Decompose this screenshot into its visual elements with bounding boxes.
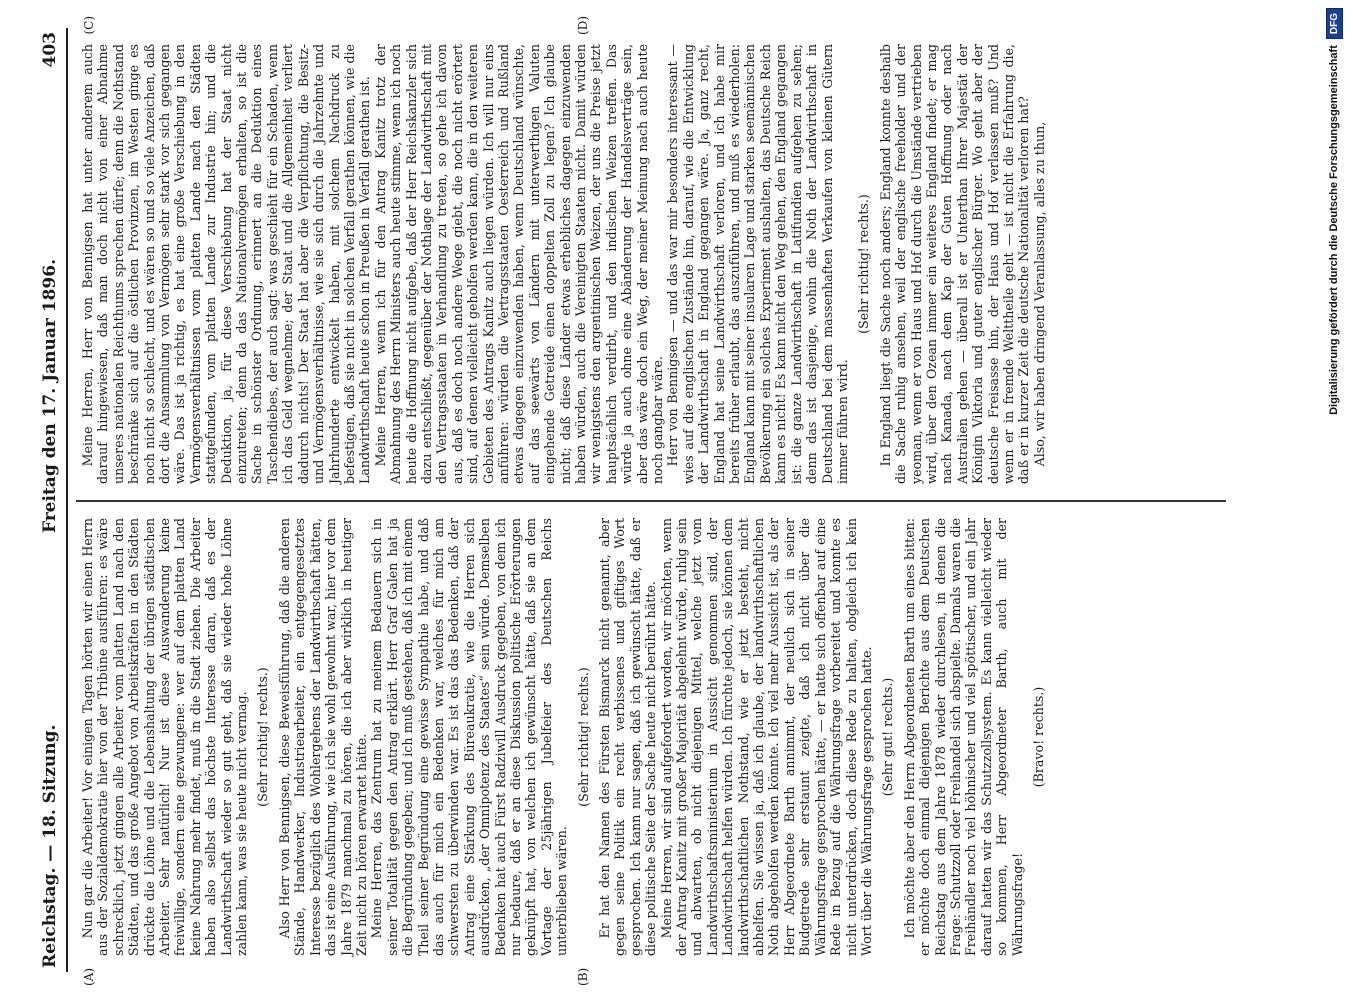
interjection: (Sehr gut! rechts.) — [880, 677, 896, 797]
paragraph: Meine Herren, wenn ich für den Antrag Kanitz trotz der Abmahnung des Herrn Ministers auch heute stimme, wenn ich noch heute die Hoffnung nicht aufgebe, daß der Herr Reichskanzler sich dazu entschließt, gegenüber der Nothlage der Landwirthschaft mit den Vertragsstaaten in Verhandlung zu treten, so gehe ich davon aus, daß es doch noch andere Wege giebt, die noch nicht erörtert sind, auf denen vielleicht geholfen werden kann, die in den weiteren Gebieten des Antrags Kanitz auch liegen würden. Ich will nur eins anführen: würden die Vertragsstaaten Oesterreich und Rußland etwas dagegen einzuwenden haben, wenn Deutschland wünschte, auf das seewärts von Ländern mit unterwerthigen Valuten eingehende Getreide einen doppelten Zoll zu legen? Ich glaube nicht; daß diese Länder etwas erhebliches dagegen einzuwenden haben würden, auch die Vereinigten Staaten nicht. Damit würden wir wenigstens den argentinischen Weizen, der uns die Preise jetzt hauptsächlich verdirbt, und den indischen Weizen treffen. Das würde ja auch ohne eine Abänderung der Handelsverträge sein, aber das wäre doch ein Weg, der meiner Meinung nach auch heute noch gangbar wäre. — [372, 44, 666, 484]
session-date: Freitag den 17. Januar 1896. — [40, 258, 60, 534]
margin-marker-c: (C) — [82, 16, 96, 35]
paragraph: Herr von Bennigsen — und das war mir besonders interessant — wies auf die englischen Zustände hin, darauf, wie die Entwicklung der Landwirthschaft in England gegangen wäre. Ja, ganz recht, England hat seine Landwirthschaft verloren, und ich habe mir bereits früher erlaubt, das auszuführen, und muß es wiederholen: England kann mit seiner insularen Lage und starken seemännischen Bevölkerung ein solches Experiment aushalten, das Deutsche Reich kann es nicht! Es kann nicht den Weg gehen, den England gegangen ist: die ganze Landwirthschaft in Latifundien aufgehen zu sehen; denn das ist dasjenige, wohin die Noth der Landwirthschaft in Deutschland bei dem massenhaften Verkaufen von kleinen Gütern immer führen wird. — [665, 44, 850, 484]
right-column — [76, 16, 1226, 500]
paragraph: Also, wir haben dringend Veranlassung, alles zu thun, — [1031, 121, 1047, 467]
digitization-note — [1319, 8, 1349, 992]
paragraph: In England liegt die Sache noch anders; England konnte deshalb die Sache ruhig ansehen, weil der englische freeholder und der yeoman, wenn er von Haus und Hof durch die Umstände vertrieben wird, über den Ozean immer ein weiteres England findet; er mag nach Kanada, nach dem Kap der Guten Hoffnung oder nach Australien gehen — überall ist er Unterthan Ihrer Majestät der Königin Viktoria und guter englischer Bürger. Wo geht aber der deutsche Freisasse hin, der Haus und Hof verlassen muß? Und wenn er in fremde Welttheile geht — ist nicht die Erfahrung die, daß er in kurzer Zeit die deutsche Nationalität verloren hat? — [877, 44, 1032, 484]
paragraph: Meine Herren, das Zentrum hat zu meinem Bedauern sich in seiner Totalität gegen den Antrag erklärt. Herr Graf Galen hat ja die Begründung gegeben; und ich muß gestehen, daß ich mit einem Theil seiner Begründung eine gewisse Sympathie habe, und daß das auch für mich ein Bedenken war, welches für mich am schwersten zu überwinden war. Es ist das das Bedenken, daß der Antrag eine Stärkung des Büreaukratie, wie die Herren sich ausdrücken, „der Omnipotenz des Staates“ sein würde. Demselben Bedenken hat auch Fürst Radziwill Ausdruck gegeben, von dem ich nur bedaure, daß er an diese Diskussion politische Erörterungen geknüpft hat, von welchen ich gewünscht hätte, daß sie an dem Vortage der 25jährigen Jubelfeier des Deutschen Reichs unterblieben wären. — [369, 518, 570, 956]
margin-marker-b: (B) — [576, 967, 590, 986]
document-page — [30, 0, 1290, 1000]
text-columns — [76, 16, 1226, 986]
margin-marker-a: (A) — [82, 967, 96, 986]
interjection: (Bravo! rechts.) — [1030, 686, 1046, 788]
paragraph: Nun gar die Arbeiter! Vor einigen Tagen hörten wir einen Herrn aus der Sozialdemokratie hier von der Tribüne ausführen: es wäre schrecklich, jetzt gingen alle Arbeiter vom platten Land nach den Städten, und das große Angebot von Arbeitskräften in den Städten drückte die Löhne und die Lebenshaltung der übrigen städtischen Arbeiter. Sehr natürlich! Nur ist diese Auswanderung keine freiwillige, sondern eine gezwungene: wer auf dem platten Land keine Nahrung mehr findet, muß in die Stadt ziehen. Die Arbeiter haben also selbst das höchste Interesse daran, daß es der Landwirthschaft wieder so gut geht, daß sie wieder hohe Löhne zahlen kann, was sie heute nicht vermag. — [80, 518, 250, 956]
paragraph: Er hat den Namen des Fürsten Bismarck nicht genannt, aber gegen seine Politik ein recht verbissenes und giftiges Wort gesprochen. Ich kann nur sagen, daß ich gewünscht hätte, daß er diese politische Seite der Sache heute nicht berührt hätte. — [597, 518, 659, 956]
interjection: (Sehr richtig! rechts.) — [255, 667, 271, 807]
paragraph: Also Herr von Bennigsen, diese Beweisführung, daß die anderen Stände, Handwerker, Industriearbeiter, ein entgegengesetztes Interesse bezüglich des Wohlergehens der Landwirthschaft hätten, das ist eine Ausführung, wie ich sie wohl gewohnt war, hier vor dem Jahre 1879 manchmal zu hören, die ich aber wirklich in heutiger Zeit nicht zu hören erwartet hätte. — [276, 518, 369, 956]
page-number: 403 — [40, 32, 60, 68]
interjection: (Sehr richtig! rechts.) — [575, 667, 591, 807]
paragraph: Meine Herren, wir sind aufgefordert worden, wir möchten, wenn der Antrag Kanitz mit großer Majorität abgelehnt würde, ruhig sein und abwarten, ob nicht diejenigen Mittel, welche jetzt vom Landwirthschaftsministerium in Aussicht genommen sind, der Landwirthschaft helfen würden. Ich fürchte jedoch, sie können dem landwirthschaftlichen Nothstand, wie er jetzt besteht, nicht abhelfen. Sie wissen ja, daß ich glaube, der landwirthschaftlichen Noth abgeholfen werden könnte. Ich viel mehr Aussicht ist, als der Herr Abgeordnete Barth annimmt, der neulich sich in seiner Budgetrede sehr erstaunt zeigte, daß ich nicht über die Währungsfrage gesprochen hätte, — er hatte sich offenbar auf eine Rede in Bezug auf die Währungsfrage vorbereitet und konnte es nicht unterdrücken, doch diese Rede zu halten, obgleich ich kein Wort über die Währungsfrage gesprochen hatte. — [658, 518, 874, 956]
paragraph: Meine Herren, Herr von Bennigsen hat unter anderem auch darauf hingewiesen, daß man doch nicht von einer Abnahme unseres nationalen Reichthums sprechen dürfe; denn die Nothstand beschränke sich auf die östlichen Provinzen, im Westen ginge es noch nicht so schlecht, und es wären so und so viele Anzeichen, daß dort die Ansammlung von Vermögen sehr stark vor sich gegangen wäre. Das ist ja richtig, es hat eine große Verschiebung in den Vermögensverhältnissen vom platten Lande nach den Städten stattgefunden, vom platten Lande zur Industrie hin; und die Deduktion, ja, für diese Verschiebung hat der Staat nicht einzutreten; denn da das Nationalvermögen erhalten, so ist die Sache in schönster Ordnung, erinnert an die Deduktion eines Taschendiebes, der auch sagt: was geschieht für ein Schaden, wenn ich das Geld wegnehme; der Staat und die Allgemeinheit verliert dadurch nichts! Der Staat hat aber die Verpflichtung, die Besitz- und Vermögensverhältnisse, wie sie sich durch die Jahrzehnte und Jahrhunderte entwickelt haben, mit solchem Nachdruck zu befestigen, daß sie nicht in solchen Verfall gerathen können, wie die Landwirthschaft heute schon in Preußen in Verfall gerathen ist. — [80, 44, 373, 484]
paragraph: Ich möchte aber den Herrn Abgeordneten Barth um eines bitten: er möchte doch einmal diejenigen Berichte aus dem Deutschen Reichstag aus dem Jahre 1878 wieder durchlesen, in denen die Frage: Schutzzoll oder Freihandel sich abspielte. Damals waren die Freihändler noch viel höhnischer und viel spöttischer, und ein Jahr darauf hatten wir das Schutzzollsystem. Es kann vielleicht wieder so kommen, Herr Abgeordneter Barth, auch mit der Währungsfrage! — [901, 518, 1025, 956]
funding-note: Digitalisierung gefördert durch die Deutsche Forschungsgemeinschaft — [1328, 45, 1340, 415]
page-header — [40, 28, 68, 972]
interjection: (Sehr richtig! rechts.) — [856, 194, 872, 334]
dfg-logo: DFG — [1326, 8, 1343, 39]
margin-marker-d: (D) — [576, 16, 590, 35]
session-title: Reichstag. — 18. Sitzung. — [40, 724, 60, 968]
left-column — [76, 500, 1226, 986]
